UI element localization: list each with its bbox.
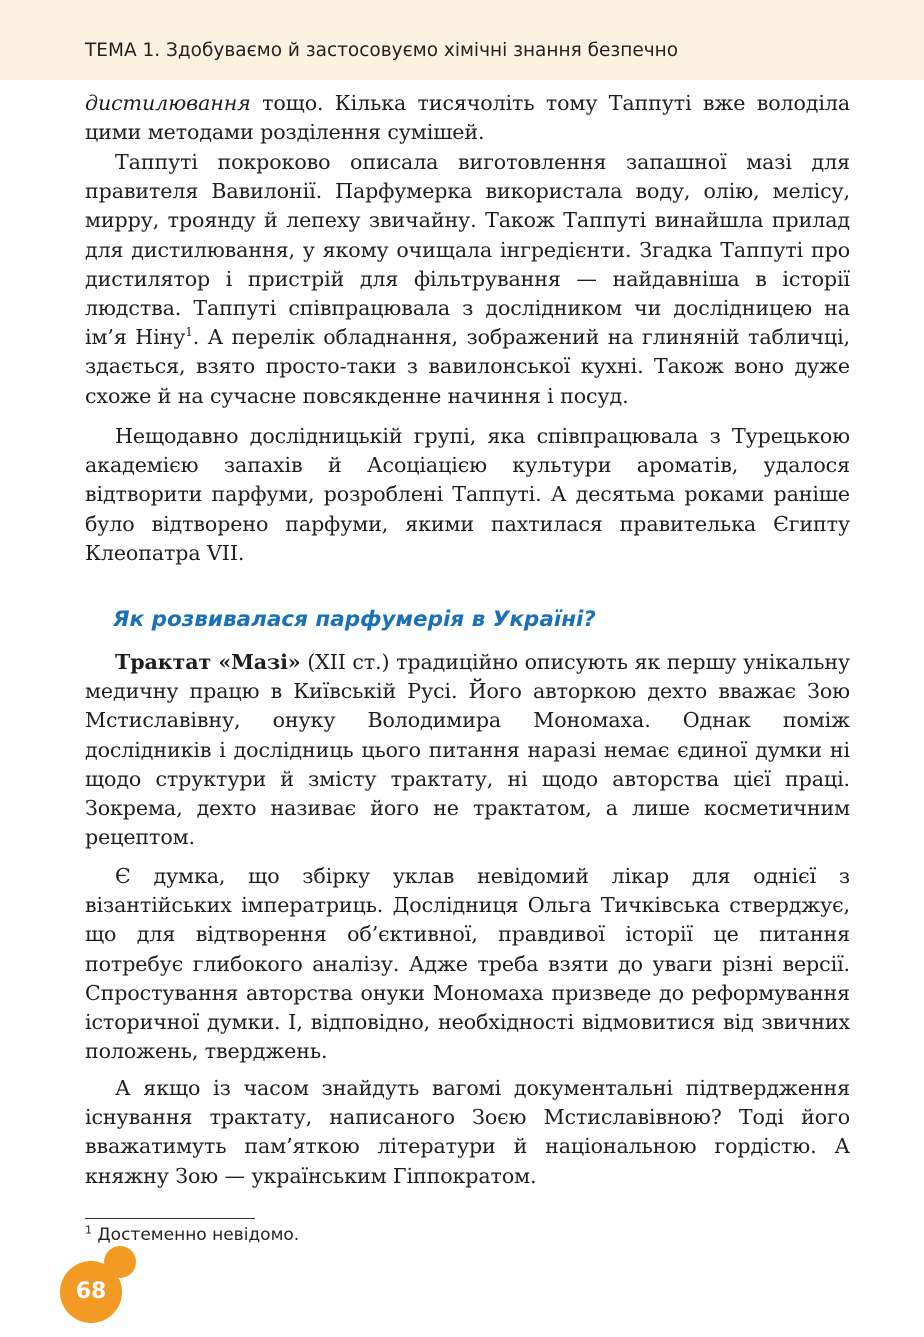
paragraph-2-text-a: Таппуті покроково описала виготовлення запашної мазі для правителя Вавилонії. Парфумерка використала воду, олію, мелісу, мирру, троянду й лепеху звичайну. Також Таппуті винайшла прилад для дистилювання, у якому очищала інгредієнти. Згадка Таппуті про дистилятор і пристрій для фільтрування — найдавніша в історії людства. Таппуті співпрацювала з дослідником чи дослідницею на ім’я Ніну — [85, 150, 850, 350]
footnote-text: Достеменно невідомо. — [92, 1225, 300, 1245]
paragraph-4-text: (XII ст.) традиційно описують як першу унікальну медичну працю в Київській Русі. Його авторкою дехто вважає Зою Мстиславівну, онуку Володимира Мономаха. Однак поміж дослідників і дослідниць цього питання наразі немає єдиної думки ні щодо структури й змісту трактату, ні щодо авторства цієї праці. Зокрема, дехто називає його не трактатом, а лише косметичним рецептом. — [85, 650, 850, 850]
bold-term: Трактат «Мазі» — [115, 650, 301, 674]
italic-term: дистилювання — [85, 91, 251, 115]
footnote-marker: 1 — [85, 1223, 92, 1237]
footnote-divider — [85, 1218, 255, 1219]
page-header — [0, 0, 924, 80]
paragraph-1 — [85, 89, 850, 147]
paragraph-2 — [85, 148, 850, 411]
paragraph-4 — [85, 648, 850, 852]
paragraph-3-text: Нещодавно дослідницькій групі, яка співпрацювала з Турецькою академією запахів й Асоціацією культури ароматів, удалося відтворити парфуми, розроблені Таппуті. А десятьма роками раніше було відтворено парфуми, якими пахтилася правителька Єгипту Клеопатра VII. — [85, 424, 850, 565]
footnote-ref: 1 — [185, 325, 193, 340]
paragraph-6-text: А якщо із часом знайдуть вагомі документальні підтвердження існування трактату, написаного Зоєю Мстиславівною? Тоді його вважатимуть пам’яткою літератури й національною гордістю. А княжну Зою — українським Гіппократом. — [85, 1076, 850, 1188]
paragraph-2-text-b: . А перелік обладнання, зображений на глиняній табличці, здається, взято просто-таки з вавилонської кухні. Також воно дуже схоже й на сучасне повсякденне начиння і посуд. — [85, 325, 851, 408]
footnote — [85, 1225, 299, 1245]
paragraph-1-text: тощо. Кілька тисячоліть тому Таппуті вже володіла цими методами розділення сумішей. — [85, 91, 850, 145]
paragraph-3 — [85, 422, 850, 568]
paragraph-5 — [85, 862, 850, 1066]
section-heading: Як розвивалася парфумерія в Україні? — [113, 607, 596, 632]
topic-title: ТЕМА 1. Здобуваємо й застосовуємо хімічні знання безпечно — [85, 40, 679, 61]
page-number: 68 — [75, 1279, 107, 1304]
paragraph-6 — [85, 1074, 850, 1191]
paragraph-5-text: Є думка, що збірку уклав невідомий лікар для однієї з візантійських імператриць. Дослідниця Ольга Тичківська стверджує, що для відтворення об’єктивної, правдивої історії це питання потребує глибокого аналізу. Адже треба взяти до уваги різні версії. Спростування авторства онуки Мономаха призведе до реформування історичної думки. І, відповідно, необхідності відмовитися від звичних положень, тверджень. — [85, 864, 850, 1064]
